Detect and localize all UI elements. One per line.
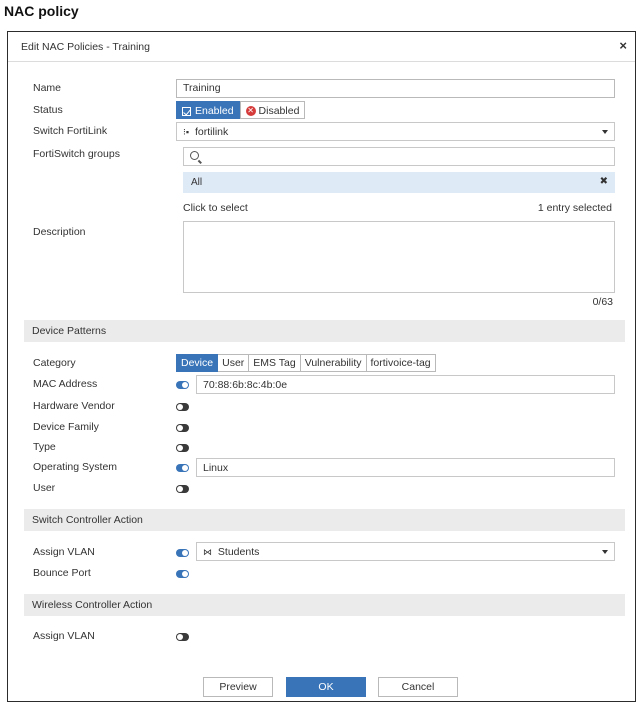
tab-user[interactable]: User <box>218 354 249 372</box>
tab-fortivoice-tag[interactable]: fortivoice-tag <box>367 354 436 372</box>
category-label: Category <box>33 357 76 369</box>
groups-selected-item[interactable] <box>183 172 615 193</box>
operating-system-toggle[interactable] <box>176 464 189 472</box>
name-input[interactable]: Training <box>176 79 615 98</box>
device-family-toggle[interactable] <box>176 424 189 432</box>
fortilink-select[interactable] <box>176 122 615 141</box>
fortilink-icon: ⁝▪ <box>183 127 190 137</box>
status-toggle-group <box>176 101 305 119</box>
dialog-header <box>8 32 635 62</box>
nac-policy-dialog <box>7 31 636 702</box>
hardware-vendor-label: Hardware Vendor <box>33 400 115 412</box>
chevron-down-icon <box>602 550 608 554</box>
fortilink-label: Switch FortiLink <box>33 125 108 137</box>
wireless-assign-vlan-toggle[interactable] <box>176 633 189 641</box>
hardware-vendor-toggle[interactable] <box>176 403 189 411</box>
status-enabled-label: Enabled <box>195 105 234 117</box>
type-toggle[interactable] <box>176 444 189 452</box>
switch-assign-vlan-label: Assign VLAN <box>33 546 95 558</box>
section-switch-controller-title: Switch Controller Action <box>32 514 143 526</box>
wireless-assign-vlan-label: Assign VLAN <box>33 630 95 642</box>
check-icon <box>182 107 191 116</box>
description-textarea[interactable] <box>183 221 615 293</box>
section-switch-controller <box>24 509 625 531</box>
remove-icon[interactable]: ✖ <box>599 176 608 187</box>
groups-label: FortiSwitch groups <box>33 148 120 160</box>
groups-entry-count: 1 entry selected <box>537 202 612 214</box>
search-icon <box>190 151 199 160</box>
status-disabled-button[interactable] <box>240 101 306 119</box>
vlan-value: Students <box>217 546 260 558</box>
chevron-down-icon <box>602 130 608 134</box>
bounce-port-toggle[interactable] <box>176 570 189 578</box>
status-disabled-label: Disabled <box>258 105 300 117</box>
x-circle-icon: ✕ <box>247 106 254 115</box>
description-label: Description <box>33 226 86 238</box>
category-tabs <box>176 354 436 372</box>
mac-address-input[interactable]: 70:88:6b:8c:4b:0e <box>196 375 615 394</box>
tab-device[interactable]: Device <box>176 354 218 372</box>
user-toggle[interactable] <box>176 485 189 493</box>
page-heading: NAC policy <box>4 3 79 19</box>
vlan-select[interactable] <box>196 542 615 561</box>
mac-address-label: MAC Address <box>33 378 98 390</box>
vlan-icon: ⋈ <box>203 547 212 557</box>
groups-search-input[interactable] <box>183 147 615 166</box>
device-family-label: Device Family <box>33 421 99 433</box>
preview-button[interactable]: Preview <box>203 677 273 697</box>
type-label: Type <box>33 441 56 453</box>
switch-assign-vlan-toggle[interactable] <box>176 549 189 557</box>
description-char-count: 0/63 <box>592 296 613 308</box>
groups-click-to-select[interactable]: Click to select <box>183 202 248 214</box>
cancel-button[interactable]: Cancel <box>378 677 458 697</box>
section-wireless-controller-title: Wireless Controller Action <box>32 599 153 611</box>
bounce-port-label: Bounce Port <box>33 567 91 579</box>
fortilink-value: fortilink <box>194 126 229 138</box>
dialog-footer <box>8 671 635 701</box>
section-wireless-controller <box>24 594 625 616</box>
groups-selected-label: All <box>191 177 203 188</box>
tab-vulnerability[interactable]: Vulnerability <box>301 354 367 372</box>
tab-ems-tag[interactable]: EMS Tag <box>249 354 300 372</box>
operating-system-label: Operating System <box>33 461 118 473</box>
mac-address-toggle[interactable] <box>176 381 189 389</box>
operating-system-input[interactable]: Linux <box>196 458 615 477</box>
section-device-patterns <box>24 320 625 342</box>
status-label: Status <box>33 104 63 116</box>
section-device-patterns-title: Device Patterns <box>32 325 107 337</box>
dialog-title: Edit NAC Policies - Training <box>21 41 150 53</box>
user-label: User <box>33 482 56 494</box>
ok-button[interactable]: OK <box>286 677 366 697</box>
name-label: Name <box>33 82 62 94</box>
status-enabled-button[interactable] <box>176 101 240 119</box>
close-icon[interactable]: × <box>619 38 627 53</box>
